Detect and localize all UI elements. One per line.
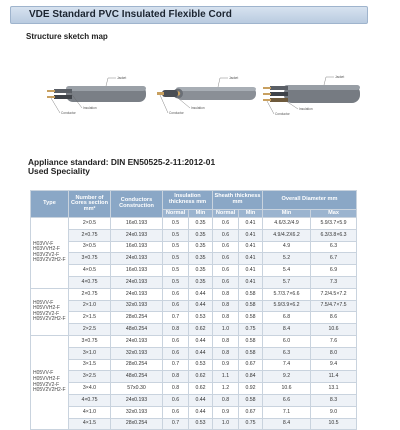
table-cell: 16x0.193 (111, 241, 163, 253)
header-diameter: Overall Diameter mm (263, 191, 357, 210)
table-cell: 0.35 (189, 218, 213, 230)
table-cell: 0.6 (213, 229, 239, 241)
jacket-label-3: Jacket (335, 75, 345, 79)
table-cell: 0.6 (213, 253, 239, 265)
conductor-label-2: Conductor (169, 111, 184, 115)
table-row (31, 347, 357, 359)
table-cell: 0.44 (189, 288, 213, 300)
table-cell: 0.58 (239, 288, 263, 300)
table-cell: 0.6 (213, 218, 239, 230)
conductor-label-3: Conductor (275, 112, 290, 116)
table-row (31, 383, 357, 395)
table-cell: 11.4 (311, 371, 357, 383)
table-cell: 0.62 (189, 371, 213, 383)
table-cell: 1.0 (213, 324, 239, 336)
table-cell: 4.6/3.2/4.9 (263, 218, 311, 230)
table-cell: 24x0.193 (111, 335, 163, 347)
cable-sketch-3 (262, 68, 362, 116)
header-insulation-normal: Normal (163, 210, 189, 218)
table-cell: 0.7 (163, 312, 189, 324)
type-cell (31, 218, 69, 289)
table-cell: 0.41 (239, 253, 263, 265)
table-cell: 2×2.5 (69, 324, 111, 336)
table-cell: 0.8 (213, 300, 239, 312)
type-name: H05VVH2-F (33, 305, 60, 312)
cable-sketch-1 (46, 68, 146, 116)
table-cell: 0.8 (213, 347, 239, 359)
table-cell: 10.5 (311, 418, 357, 430)
type-name: H05VV-F (33, 299, 54, 306)
table-cell: 3×1.5 (69, 359, 111, 371)
table-cell: 0.92 (239, 383, 263, 395)
table-cell: 5.9/3.9×6.2 (263, 300, 311, 312)
type-cell (31, 335, 69, 429)
table-cell: 2×0.75 (69, 229, 111, 241)
table-cell: 6.3 (311, 241, 357, 253)
header-sheath: Sheath thickness mm (213, 191, 263, 210)
header-diameter-max: Max (311, 210, 357, 218)
header-construction: Conductors Construction (111, 191, 163, 218)
table-cell: 4×1.5 (69, 418, 111, 430)
type-name: H05V2V2-F (33, 381, 60, 388)
header-diameter-min: Min (263, 210, 311, 218)
table-cell: 0.6 (163, 406, 189, 418)
spec-table-body (31, 218, 357, 430)
type-name: H05V2V2-F (33, 310, 60, 317)
table-row (31, 371, 357, 383)
table-cell: 0.8 (163, 324, 189, 336)
table-cell: 0.8 (213, 335, 239, 347)
table-cell: 4.9/4.2X6.2 (263, 229, 311, 241)
header-cores: Number of Cores section mm² (69, 191, 111, 218)
table-cell: 8.6 (311, 312, 357, 324)
table-row (31, 418, 357, 430)
table-cell: 2×0.75 (69, 288, 111, 300)
table-row (31, 241, 357, 253)
table-cell: 5.7/3.7×6.6 (263, 288, 311, 300)
table-cell: 0.58 (239, 335, 263, 347)
cable-illustration-2 (156, 68, 256, 116)
table-cell: 7.5/4.7×7.5 (311, 300, 357, 312)
table-cell: 0.6 (163, 300, 189, 312)
table-cell: 4×0.75 (69, 276, 111, 288)
table-cell: 7.2/4.5×7.2 (311, 288, 357, 300)
table-cell: 1.0 (213, 418, 239, 430)
table-cell: 4×1.0 (69, 406, 111, 418)
table-row (31, 218, 357, 230)
table-cell: 0.75 (239, 418, 263, 430)
table-cell: 4.9 (263, 241, 311, 253)
table-cell: 24x0.193 (111, 276, 163, 288)
header-insulation: Insulation thickness mm (163, 191, 213, 210)
table-cell: 7.4 (263, 359, 311, 371)
table-cell: 5.4 (263, 265, 311, 277)
table-cell: 0.8 (163, 371, 189, 383)
table-row (31, 312, 357, 324)
table-row (31, 253, 357, 265)
table-cell: 2×1.0 (69, 300, 111, 312)
table-cell: 0.5 (163, 241, 189, 253)
table-cell: 0.6 (163, 288, 189, 300)
table-cell: 8.0 (311, 347, 357, 359)
header-sheath-min: Min (239, 210, 263, 218)
table-cell: 6.9 (311, 265, 357, 277)
table-cell: 24x0.193 (111, 229, 163, 241)
table-cell: 3×0.5 (69, 241, 111, 253)
table-cell: 0.35 (189, 253, 213, 265)
table-cell: 0.41 (239, 276, 263, 288)
table-cell: 5.2 (263, 253, 311, 265)
table-row (31, 359, 357, 371)
table-cell: 0.5 (163, 276, 189, 288)
type-name: H03VVH2-F (33, 246, 60, 253)
sketch-heading: Structure sketch map (26, 32, 108, 41)
table-row (31, 394, 357, 406)
insulation-label-1: Insulation (83, 106, 97, 110)
type-name: H03V2V2H2-F (33, 257, 66, 264)
table-cell: 6.7 (311, 253, 357, 265)
table-cell: 16x0.193 (111, 218, 163, 230)
table-cell: 28x0.254 (111, 359, 163, 371)
table-cell: 9.2 (263, 371, 311, 383)
table-cell: 5.9/3.7×5.9 (311, 218, 357, 230)
table-cell: 8.4 (263, 418, 311, 430)
table-cell: 0.75 (239, 324, 263, 336)
jacket-label-2: Jacket (229, 76, 239, 80)
table-cell: 7.1 (263, 406, 311, 418)
table-cell: 7.6 (311, 335, 357, 347)
table-cell: 24x0.193 (111, 394, 163, 406)
table-cell: 0.44 (189, 300, 213, 312)
table-cell: 10.6 (311, 324, 357, 336)
table-cell: 4×0.5 (69, 265, 111, 277)
cable-sketch-2 (156, 68, 256, 116)
jacket-label-1: Jacket (117, 76, 127, 80)
table-cell: 10.6 (263, 383, 311, 395)
table-cell: 0.44 (189, 335, 213, 347)
table-cell: 0.53 (189, 359, 213, 371)
table-row (31, 335, 357, 347)
table-cell: 57x0.30 (111, 383, 163, 395)
table-cell: 0.9 (213, 359, 239, 371)
table-cell: 0.8 (213, 394, 239, 406)
table-cell: 48x0.254 (111, 324, 163, 336)
table-row (31, 324, 357, 336)
table-cell: 6.3 (263, 347, 311, 359)
table-cell: 0.6 (213, 241, 239, 253)
insulation-label-3: Insulation (299, 107, 313, 111)
table-cell: 0.6 (163, 335, 189, 347)
table-cell: 7.3 (311, 276, 357, 288)
table-row (31, 288, 357, 300)
type-name: H05V2V2H2-F (33, 316, 66, 323)
table-cell: 2×0.5 (69, 218, 111, 230)
table-cell: 32x0.193 (111, 406, 163, 418)
header-type: Type (31, 191, 69, 218)
table-cell: 0.7 (163, 418, 189, 430)
table-cell: 0.67 (239, 406, 263, 418)
table-cell: 0.67 (239, 359, 263, 371)
used-speciality: Used Speciality (28, 166, 90, 176)
page-title: VDE Standard PVC Insulated Flexible Cord (10, 6, 368, 24)
table-cell: 0.58 (239, 300, 263, 312)
table-cell: 24x0.193 (111, 288, 163, 300)
table-cell: 28x0.254 (111, 418, 163, 430)
table-cell: 9.0 (311, 406, 357, 418)
table-cell: 0.58 (239, 394, 263, 406)
table-cell: 0.8 (213, 312, 239, 324)
table-cell: 0.84 (239, 371, 263, 383)
conductor-label-1: Conductor (61, 111, 76, 115)
table-cell: 3×2.5 (69, 371, 111, 383)
table-cell: 0.44 (189, 406, 213, 418)
table-cell: 6.0 (263, 335, 311, 347)
table-cell: 6.3/3.8×6.3 (311, 229, 357, 241)
table-cell: 0.8 (213, 288, 239, 300)
type-name: H03VV-F (33, 240, 54, 247)
table-cell: 2×1.5 (69, 312, 111, 324)
table-row (31, 276, 357, 288)
table-cell: 0.7 (163, 359, 189, 371)
table-cell: 48x0.254 (111, 371, 163, 383)
table-cell: 0.5 (163, 253, 189, 265)
type-name: H05VV-F (33, 370, 54, 377)
table-cell: 8.3 (311, 394, 357, 406)
table-cell: 0.8 (163, 383, 189, 395)
table-cell: 16x0.193 (111, 265, 163, 277)
table-cell: 3×4.0 (69, 383, 111, 395)
cable-illustration-1 (46, 68, 146, 116)
type-name: H05V2V2H2-F (33, 387, 66, 394)
type-name: H03V2V2-F (33, 251, 60, 258)
type-name: H05VVH2-F (33, 376, 60, 383)
table-cell: 0.53 (189, 312, 213, 324)
table-cell: 0.41 (239, 265, 263, 277)
table-cell: 32x0.193 (111, 300, 163, 312)
table-cell: 0.6 (213, 265, 239, 277)
table-cell: 6.6 (263, 394, 311, 406)
table-cell: 0.35 (189, 265, 213, 277)
table-cell: 0.41 (239, 229, 263, 241)
header-sheath-normal: Normal (213, 210, 239, 218)
table-cell: 0.6 (163, 347, 189, 359)
table-cell: 1.2 (213, 383, 239, 395)
table-cell: 5.7 (263, 276, 311, 288)
header-insulation-min: Min (189, 210, 213, 218)
table-row (31, 406, 357, 418)
table-cell: 0.44 (189, 347, 213, 359)
table-cell: 0.62 (189, 324, 213, 336)
table-cell: 0.41 (239, 218, 263, 230)
table-cell: 4×0.75 (69, 394, 111, 406)
spec-table (30, 190, 357, 430)
table-cell: 13.1 (311, 383, 357, 395)
table-cell: 9.4 (311, 359, 357, 371)
table-cell: 0.41 (239, 241, 263, 253)
table-cell: 0.6 (213, 276, 239, 288)
table-cell: 3×0.75 (69, 253, 111, 265)
table-cell: 0.58 (239, 347, 263, 359)
table-cell: 1.1 (213, 371, 239, 383)
table-cell: 32x0.193 (111, 347, 163, 359)
table-cell: 0.5 (163, 229, 189, 241)
insulation-label-2: Insulation (191, 106, 205, 110)
table-cell: 0.5 (163, 218, 189, 230)
type-cell (31, 288, 69, 335)
table-row (31, 229, 357, 241)
table-cell: 0.35 (189, 229, 213, 241)
table-cell: 0.6 (163, 394, 189, 406)
table-cell: 0.58 (239, 312, 263, 324)
table-cell: 0.53 (189, 418, 213, 430)
table-row (31, 300, 357, 312)
table-cell: 8.4 (263, 324, 311, 336)
table-cell: 0.5 (163, 265, 189, 277)
table-cell: 0.35 (189, 276, 213, 288)
table-cell: 3×1.0 (69, 347, 111, 359)
table-cell: 0.35 (189, 241, 213, 253)
appliance-standard: Appliance standard: DIN EN50525-2-11:2012-01 (28, 157, 216, 167)
table-cell: 0.62 (189, 383, 213, 395)
table-cell: 0.44 (189, 394, 213, 406)
table-cell: 3×0.75 (69, 335, 111, 347)
table-cell: 0.9 (213, 406, 239, 418)
table-cell: 28x0.254 (111, 312, 163, 324)
cable-illustration-3 (262, 68, 362, 116)
table-row (31, 265, 357, 277)
table-cell: 6.8 (263, 312, 311, 324)
table-cell: 24x0.193 (111, 253, 163, 265)
